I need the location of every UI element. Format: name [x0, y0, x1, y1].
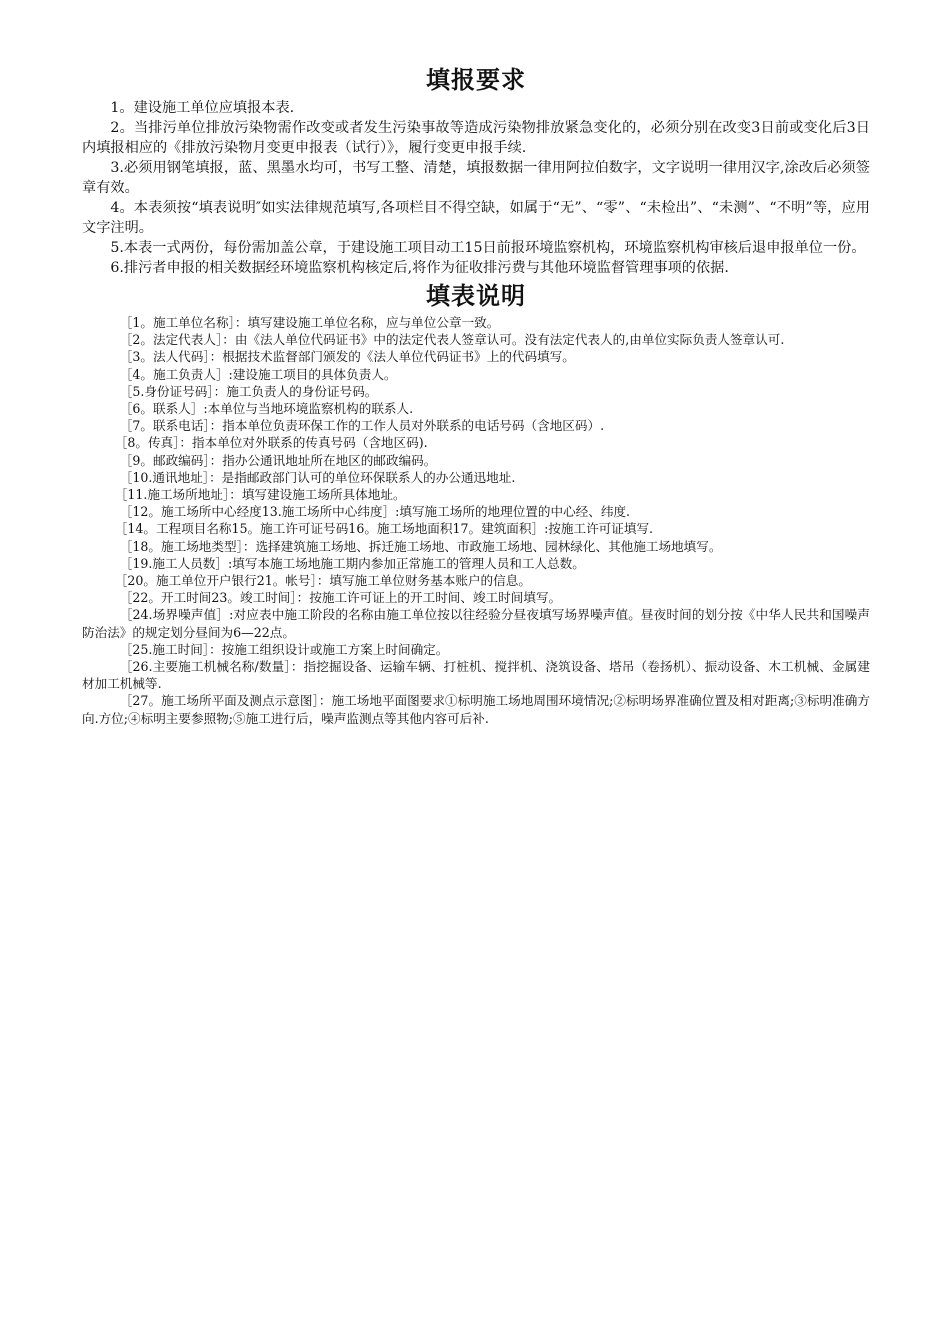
instruction-item: ［19.施工人员数］:填写本施工场地施工期内参加正常施工的管理人员和工人总数。 — [119, 555, 585, 571]
requirement-item: 4。本表须按“填表说明″如实法律规范填写,各项栏目不得空缺，如属于“无”、“零”、“未检出”、“未测”、“不明”等，应用文字注明。 — [82, 200, 870, 236]
instruction-item: ［22。开工时间23。竣工时间］：按施工许可证上的开工时间、竣工时间填写。 — [119, 590, 562, 606]
instruction-item: ［24.场界噪声值］:对应表中施工阶段的名称由施工单位按以往经验分昼夜填写场界噪声值。昼夜时间的划分按《中华人民共和国噪声防治法》的规定划分昼间为6—22点。 — [82, 607, 870, 640]
instruction-item: ［3。法人代码］：根据技术监督部门颁发的《法人单位代码证书》上的代码填写。 — [119, 349, 575, 365]
instruction-item: ［7。联系电话］：指本单位负责环保工作的工作人员对外联系的电话号码（含地区码）. — [119, 418, 605, 434]
section-title-requirements: 填报要求 — [426, 66, 526, 94]
section-title-instructions: 填表说明 — [426, 282, 526, 310]
requirement-item: 2。当排污单位排放污染物需作改变或者发生污染事故等造成污染物排放紧急变化的，必须分别在改变3日前或变化后3日内填报相应的《排放污染物月变更申报表（试行）》，履行变更申报手续. — [82, 120, 870, 156]
instruction-item: ［9。邮政编码］：指办公通讯地址所在地区的邮政编码。 — [119, 452, 437, 468]
requirement-item: 5.本表一式两份，每份需加盖公章，于建设施工项目动工15日前报环境监察机构，环境监察机构审核后退申报单位一份。 — [110, 240, 866, 256]
instruction-item: ［25.施工时间］：按施工组织设计或施工方案上时间确定。 — [119, 641, 449, 657]
instruction-item: ［11.施工场所地址］：填写建设施工场所具体地址。 — [114, 487, 406, 503]
instruction-item: ［14。工程项目名称15。施工许可证号码16。施工场地面积17。建筑面积］:按施工许可证填写. — [114, 521, 654, 537]
instruction-item: ［5.身份证号码］：施工负责人的身份证号码。 — [119, 383, 378, 399]
document-page — [82, 62, 870, 727]
requirement-item: 6.排污者申报的相关数据经环境监察机构核定后,将作为征收排污费与其他环境监督管理事项的依据. — [110, 260, 729, 276]
instruction-item: ［6。联系人］:本单位与当地环境监察机构的联系人. — [119, 401, 414, 417]
instruction-item: ［18。施工场地类型］：选择建筑施工场地、拆迁施工场地、市政施工场地、园林绿化、其他施工场地填写。 — [119, 538, 722, 554]
instruction-item: ［20。施工单位开户银行21。帐号］：填写施工单位财务基本账户的信息。 — [114, 573, 531, 589]
instruction-item: ［1。施工单位名称］：填写建设施工单位名称，应与单位公章一致。 — [119, 315, 500, 330]
requirement-item: 3.必须用钢笔填报，蓝、黑墨水均可，书写工整、清楚，填报数据一律用阿拉伯数字，文字说明一律用汉字,涂改后必须签章有效。 — [82, 160, 870, 196]
instruction-item: ［4。施工负责人］:建设施工项目的具体负责人。 — [119, 366, 397, 382]
requirements-list — [82, 98, 870, 278]
instruction-item: ［10.通讯地址］：是指邮政部门认可的单位环保联系人的办公通迅地址. — [119, 469, 516, 485]
instructions-list — [82, 314, 870, 727]
instruction-item: ［12。施工场所中心经度13.施工场所中心纬度］:填写施工场所的地理位置的中心经、纬度. — [119, 504, 631, 520]
instruction-item: ［2。法定代表人］：由《法人单位代码证书》中的法定代表人签章认可。没有法定代表人的,由单位实际负责人签章认可. — [119, 332, 785, 348]
requirement-item: 1。建设施工单位应填报本表. — [110, 100, 295, 116]
instruction-item: ［26.主要施工机械名称/数量］：指挖掘设备、运输车辆、打桩机、搅拌机、浇筑设备、塔吊（卷扬机）、振动设备、木工机械、金属建材加工机械等. — [82, 659, 870, 692]
instruction-item: ［27。施工场所平面及测点示意图］：施工场地平面图要求①标明施工场地周围环境情况;②标明场界准确位置及相对距离;③标明准确方向.方位;④标明主要参照物;⑤施工进行后，噪声监测点等其他内容可后补. — [82, 693, 870, 726]
instruction-item: ［8。传真］：指本单位对外联系的传真号码（含地区码). — [114, 435, 428, 451]
